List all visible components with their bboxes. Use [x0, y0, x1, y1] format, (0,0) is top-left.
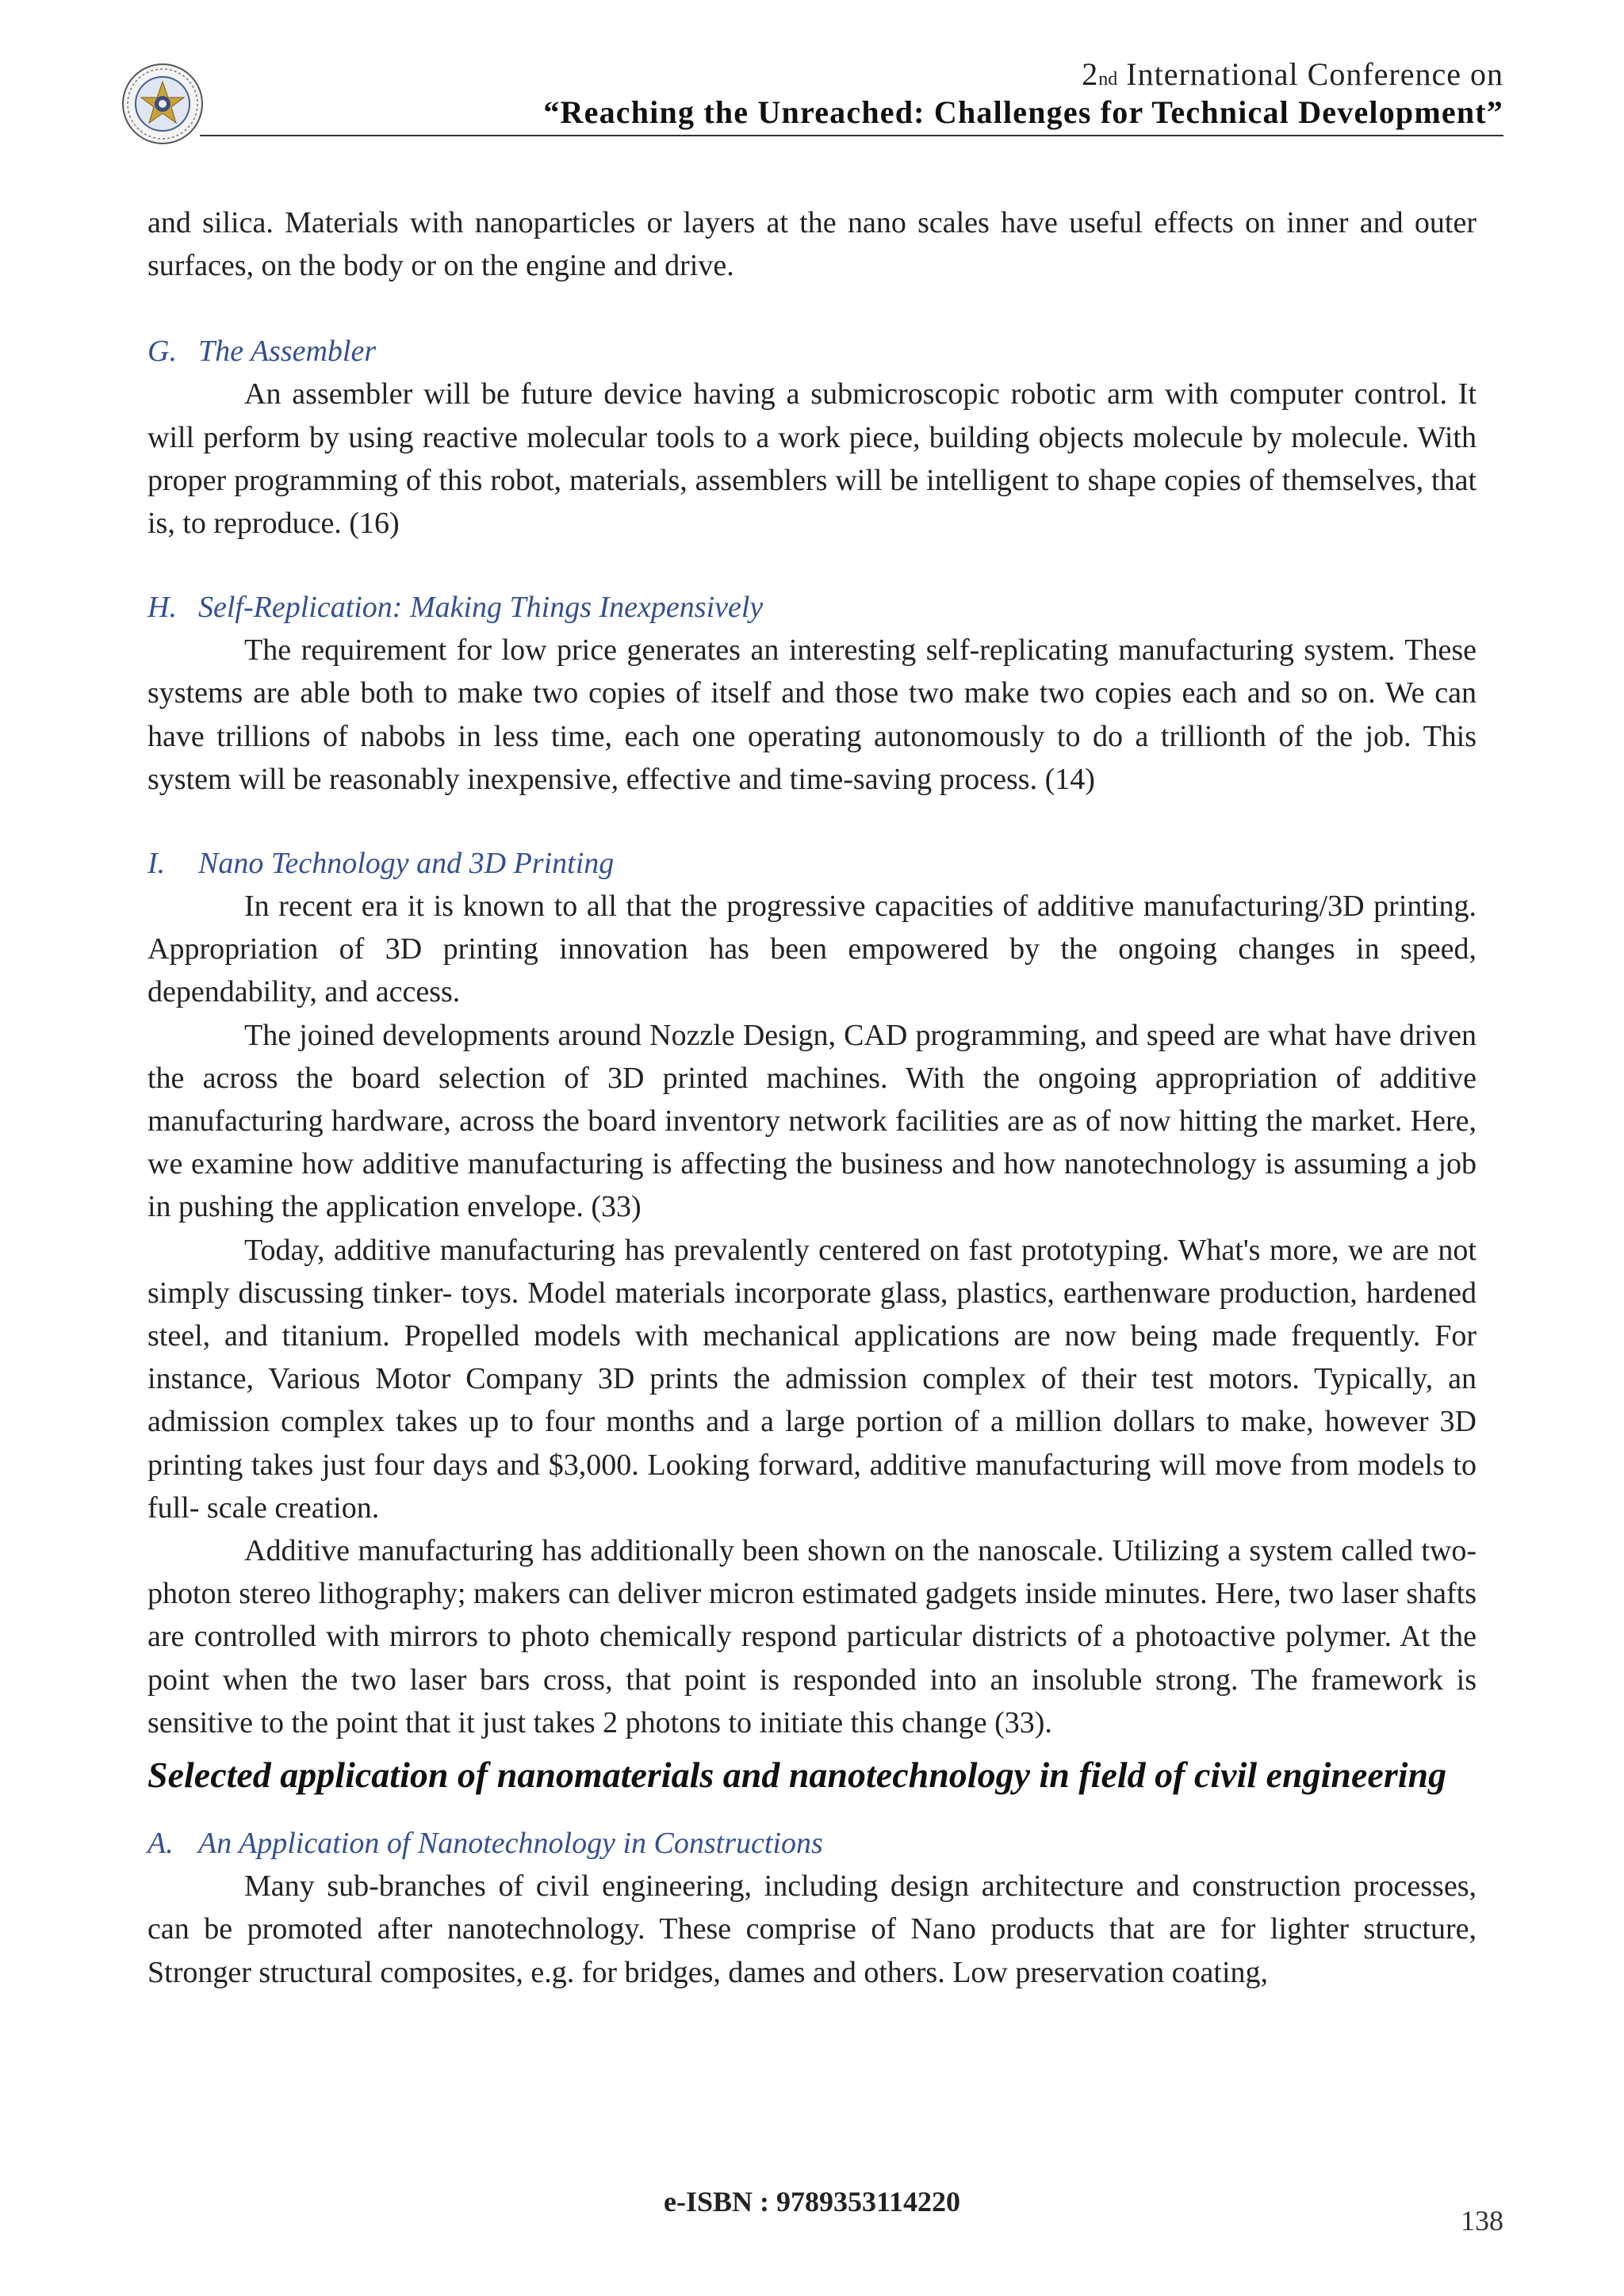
- spacer: [147, 287, 1477, 330]
- subheading-self-replication: H. Self-Replication: Making Things Inexpensively: [147, 591, 764, 625]
- paragraph-3d-printing-4: Additive manufacturing has additionally been shown on the nanoscale. Utilizing a system called two-photon stereo lithography; makers can deliver micron estimated gadgets inside minutes. Here, two laser shafts are controlled with mirrors to photo chemically respond particular districts of a photoactive polymer. At the point when the two laser bars cross, that point is responded into an insoluble strong. The framework is sensitive to the point that it just takes 2 photons to initiate this change (33).: [147, 1534, 1477, 1739]
- paragraph-3d-printing-2: The joined developments around Nozzle Design, CAD programming, and speed are what have driven the across the board selection of 3D printed machines. With the ongoing appropriation of additive manufacturing hardware, across the board inventory network facilities are as of now hitting the market. Here, we examine how additive manufacturing is affecting the business and how nanotechnology is assuming a job in pushing the application envelope. (33): [147, 1018, 1477, 1224]
- subheading-assembler: G. The Assembler: [147, 335, 377, 369]
- intro-paragraph: and silica. Materials with nanoparticles or layers at the nano scales have useful effects on inner and outer surfaces, on the body or on the engine and drive.: [147, 206, 1477, 283]
- spacer: [147, 801, 1477, 842]
- page-content: [147, 201, 1477, 1994]
- header-divider: [200, 135, 1503, 136]
- subheading-constructions: A. An Application of Nanotechnology in Constructions: [147, 1827, 823, 1861]
- spacer: [147, 545, 1477, 586]
- page-number: 138: [1461, 2205, 1503, 2237]
- paragraph-constructions: Many sub-branches of civil engineering, including design architecture and construction processes, can be promoted after nanotechnology. These comprise of Nano products that are for lighter structure, Stronger structural composites, e.g. for bridges, dames and others. Low preservation coating,: [147, 1869, 1477, 1989]
- isbn-footer: e-ISBN : 9789353114220: [663, 2186, 960, 2218]
- conference-name: 2nd International Conference on: [1082, 56, 1503, 92]
- spacer: [147, 1800, 1477, 1822]
- section-heading-civil-engineering: Selected application of nanomaterials and nanotechnology in field of civil engineering: [147, 1755, 1447, 1796]
- subheading-3d-printing: I. Nano Technology and 3D Printing: [147, 847, 615, 881]
- conference-title: “Reaching the Unreached: Challenges for Technical Development”: [543, 94, 1503, 130]
- paragraph-self-replication: The requirement for low price generates an interesting self-replicating manufacturing system. These systems are able both to make two copies of itself and those two make two copies each and so on. We can have trillions of nabobs in less time, each one operating autonomously to do a trillionth of the job. This system will be reasonably inexpensive, effective and time-saving process. (14): [147, 633, 1477, 796]
- paragraph-3d-printing-1: In recent era it is known to all that the progressive capacities of additive manufacturing/3D printing. Appropriation of 3D printing innovation has been empowered by the ongoing changes in speed, dependability, and access.: [147, 890, 1477, 1009]
- paragraph-3d-printing-3: Today, additive manufacturing has prevalently centered on fast prototyping. What's more, we are not simply discussing tinker- toys. Model materials incorporate glass, plastics, earthenware production, hardened steel, and titanium. Propelled models with mechanical applications are now being made frequently. For instance, Various Motor Company 3D prints the admission complex of their test motors. Typically, an admission complex takes up to four months and a large portion of a million dollars to make, however 3D printing takes just four days and $3,000. Looking forward, additive manufacturing will move from models to full- scale creation.: [147, 1233, 1477, 1525]
- paragraph-assembler: An assembler will be future device having a submicroscopic robotic arm with computer control. It will perform by using reactive molecular tools to a work piece, building objects molecule by molecule. With proper programming of this robot, materials, assemblers will be intelligent to shape copies of themselves, that is, to reproduce. (16): [147, 377, 1477, 541]
